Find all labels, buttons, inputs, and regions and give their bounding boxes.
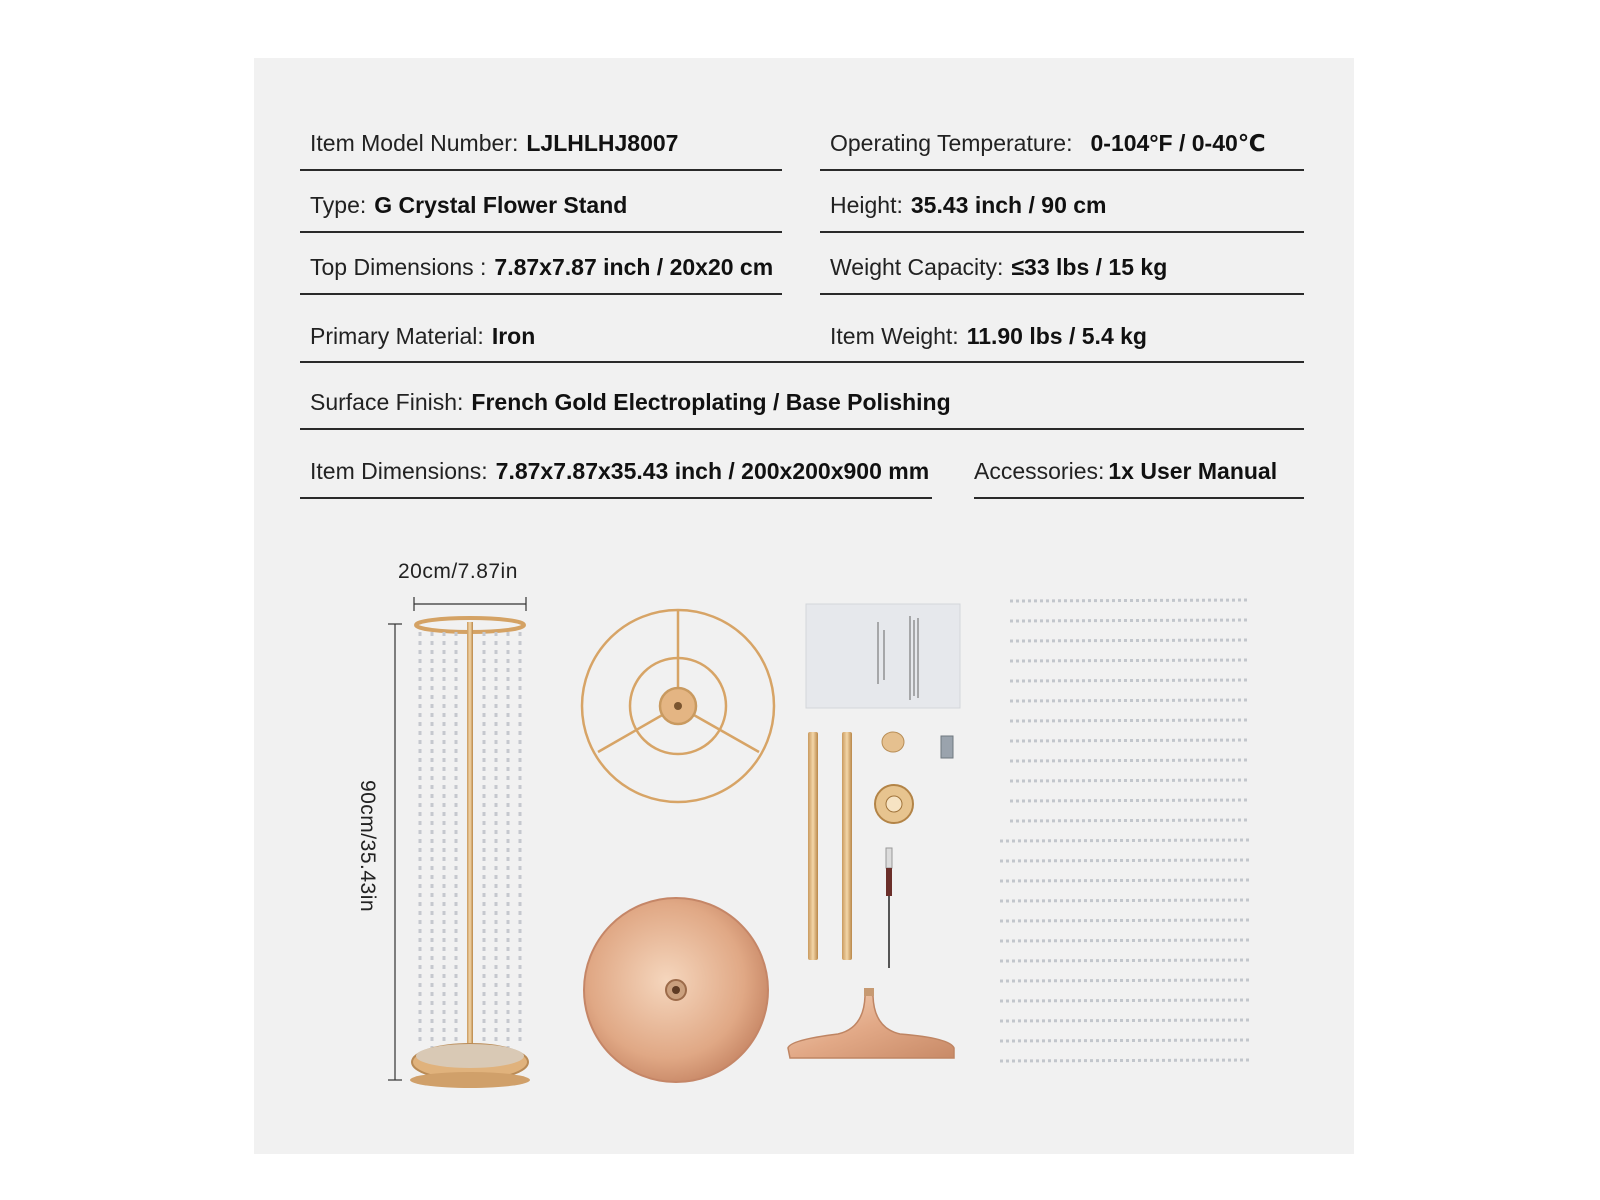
spec-label: Item Weight: — [830, 323, 959, 349]
spec-label: Weight Capacity: — [830, 254, 1004, 280]
spec-value: 7.87x7.87 inch / 20x20 cm — [494, 254, 774, 280]
spec-label: Item Model Number: — [310, 130, 519, 156]
spec-value: French Gold Electroplating / Base Polishing — [471, 389, 951, 415]
user-manual-image — [806, 604, 960, 708]
height-label: 90cm/35.43in — [356, 779, 379, 913]
spec-value: Iron — [491, 323, 536, 349]
spec-value: G Crystal Flower Stand — [374, 192, 628, 218]
width-dimension-line — [414, 597, 526, 611]
height-dimension-line — [388, 624, 402, 1080]
spec-value: 35.43 inch / 90 cm — [910, 192, 1107, 218]
spec-value: 11.90 lbs / 5.4 kg — [966, 323, 1147, 349]
crystal-strands-image — [1000, 600, 1250, 1061]
spec-label: Item Dimensions: — [310, 458, 488, 484]
assembled-stand-image — [410, 618, 530, 1088]
spec-value: 7.87x7.87x35.43 inch / 200x200x900 mm — [495, 458, 930, 484]
spec-value: LJLHLHJ8007 — [526, 130, 679, 156]
base-plate-image — [584, 898, 768, 1082]
spec-label: Type: — [310, 192, 367, 218]
spec-value: 0-104°F / 0-40℃ — [1090, 130, 1266, 156]
top-ring-part — [582, 610, 774, 802]
support-poles — [808, 732, 852, 960]
width-label: 20cm/7.87in — [398, 560, 518, 583]
spec-label: Primary Material: — [310, 323, 484, 349]
hardware-parts — [875, 732, 953, 968]
spec-label: Surface Finish: — [310, 389, 464, 415]
spec-label: Top Dimensions : — [310, 254, 487, 280]
base-stand-image — [788, 988, 954, 1058]
spec-value: 1x User Manual — [1108, 458, 1278, 484]
spec-label: Accessories: — [974, 458, 1105, 484]
spec-label: Operating Temperature: — [830, 130, 1073, 156]
spec-value: ≤33 lbs / 15 kg — [1011, 254, 1168, 280]
spec-label: Height: — [830, 192, 903, 218]
